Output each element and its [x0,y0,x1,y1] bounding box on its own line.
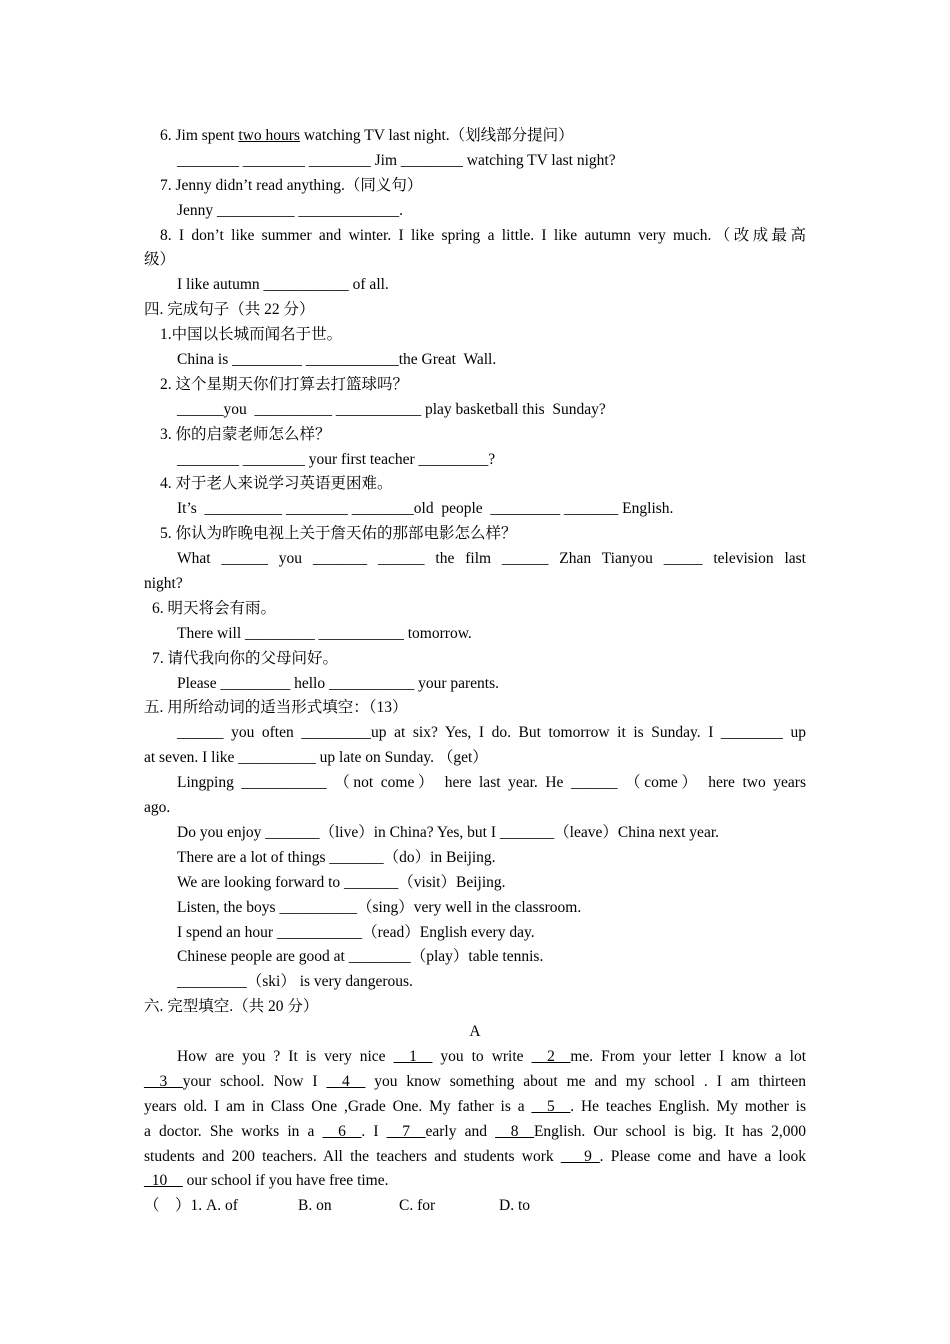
prompt-line: 3. 你的启蒙老师怎么样？ [160,425,331,443]
answer-line: ________ ________ ________ Jim ________ watching TV last night? [177,151,616,169]
option-d: D. to [499,1197,531,1215]
option-a: A. of [206,1197,238,1215]
answer-line: Please _________ hello ___________ your parents. [177,674,500,692]
prompt-line: 4. 对于老人来说学习英语更困难。 [160,475,393,493]
prompt-line: 2. 这个星期天你们打算去打篮球吗？ [160,375,409,393]
underlined-phrase: two hours [238,127,300,144]
passage-line: How are you ? It is very nice __1__ you to write __2__me. From your letter I know a lot [177,1047,807,1065]
answer-line-cont: night? [144,575,183,593]
choice-question-1: （ ）1. A. of B. on C. for D. to [144,1194,806,1219]
option-c: C. for [399,1197,436,1215]
passage-title: A [469,1023,481,1041]
exercise-line: ______ you often _________up at six? Yes, I do. But tomorrow it is Sunday. I ________ up [177,724,806,742]
question-7: 7. Jenny didn’t read anything.（同义句） [160,176,423,194]
prompt-line: 6. 明天将会有雨。 [152,599,277,617]
cloze-blank: __2__ [531,1047,571,1065]
answer-line: There will _________ ___________ tomorrow. [177,624,472,642]
exercise-line: There are a lot of things _______（do）in Beijing. [177,848,496,866]
passage-line: _10__ our school if you have free time. [144,1172,389,1190]
cloze-blank: __4__ [326,1072,366,1090]
answer-line: ______you __________ ___________ play basketball this Sunday? [177,400,606,418]
section-heading: 六. 完型填空.（共 20 分） [144,998,319,1016]
passage-line: students and 200 teachers. All the teachers and students work ___9_. Please come and have a look [144,1147,806,1165]
exercise-line: Do you enjoy _______（live）in China? Yes, but I _______（leave）China next year. [177,823,720,841]
exercise-line: Chinese people are good at ________（play）table tennis. [177,948,544,966]
exercise-line: _________（ski） is very dangerous. [177,973,413,991]
cloze-blank: __6__ [322,1122,362,1140]
question-6: 6. Jim spent two hours watching TV last night.（划线部分提问） [160,127,574,144]
passage-line: __3__your school. Now I __4__ you know something about me and my school . I am thirteen [144,1072,806,1090]
question-8-cont: 级） [144,251,176,269]
answer-line: I like autumn ___________ of all. [177,276,389,294]
document-page [144,124,806,1219]
passage-line: years old. I am in Class One ,Grade One. My father is a __5__. He teaches English. My mother is [144,1097,806,1115]
cloze-blank: ___9_ [560,1147,600,1165]
option-b: B. on [298,1197,332,1215]
cloze-blank: __5__ [531,1097,571,1115]
exercise-line: at seven. I like __________ up late on Sunday. （get） [144,749,488,767]
answer-paren: （ ） [144,1197,191,1215]
passage-line: a doctor. She works in a __6__. I __7__early and __8__English. Our school is big. It has 2,000 [144,1122,806,1140]
cloze-blank: __3__ [144,1072,183,1090]
prompt-line: 5. 你认为昨晚电视上关于詹天佑的那部电影怎么样？ [160,525,517,543]
answer-line: ________ ________ your first teacher _________? [177,450,496,468]
exercise-line: ago. [144,799,171,817]
exercise-line: I spend an hour ___________（read）English every day. [177,923,535,941]
answer-line: It’s __________ ________ ________old people _________ _______ English. [177,500,674,518]
cloze-blank: __1__ [393,1047,433,1065]
cloze-blank: _10__ [144,1172,183,1190]
cloze-blank: __8__ [495,1122,534,1140]
answer-line: What ______ you _______ ______ the film ______ Zhan Tianyou _____ television last [177,550,806,568]
exercise-line: Listen, the boys __________（sing）very well in the classroom. [177,898,582,916]
exercise-line: We are looking forward to _______（visit）Beijing. [177,873,506,891]
exercise-line: Lingping ___________ （not come） here last year. He ______ （come） here two years [177,774,806,792]
prompt-line: 1.中国以长城而闻名于世。 [160,326,343,344]
answer-line: China is _________ ____________the Great Wall. [177,351,497,369]
answer-line: Jenny __________ _____________. [177,201,404,219]
prompt-line: 7. 请代我向你的父母问好。 [152,649,339,667]
cloze-blank: __7__ [386,1122,426,1140]
section-heading: 四. 完成句子（共 22 分） [144,301,315,319]
question-8: 8. I don’t like summer and winter. I like spring a little. I like autumn very much.（改成最高 [160,226,806,244]
section-heading: 五. 用所给动词的适当形式填空：（13） [144,699,408,717]
